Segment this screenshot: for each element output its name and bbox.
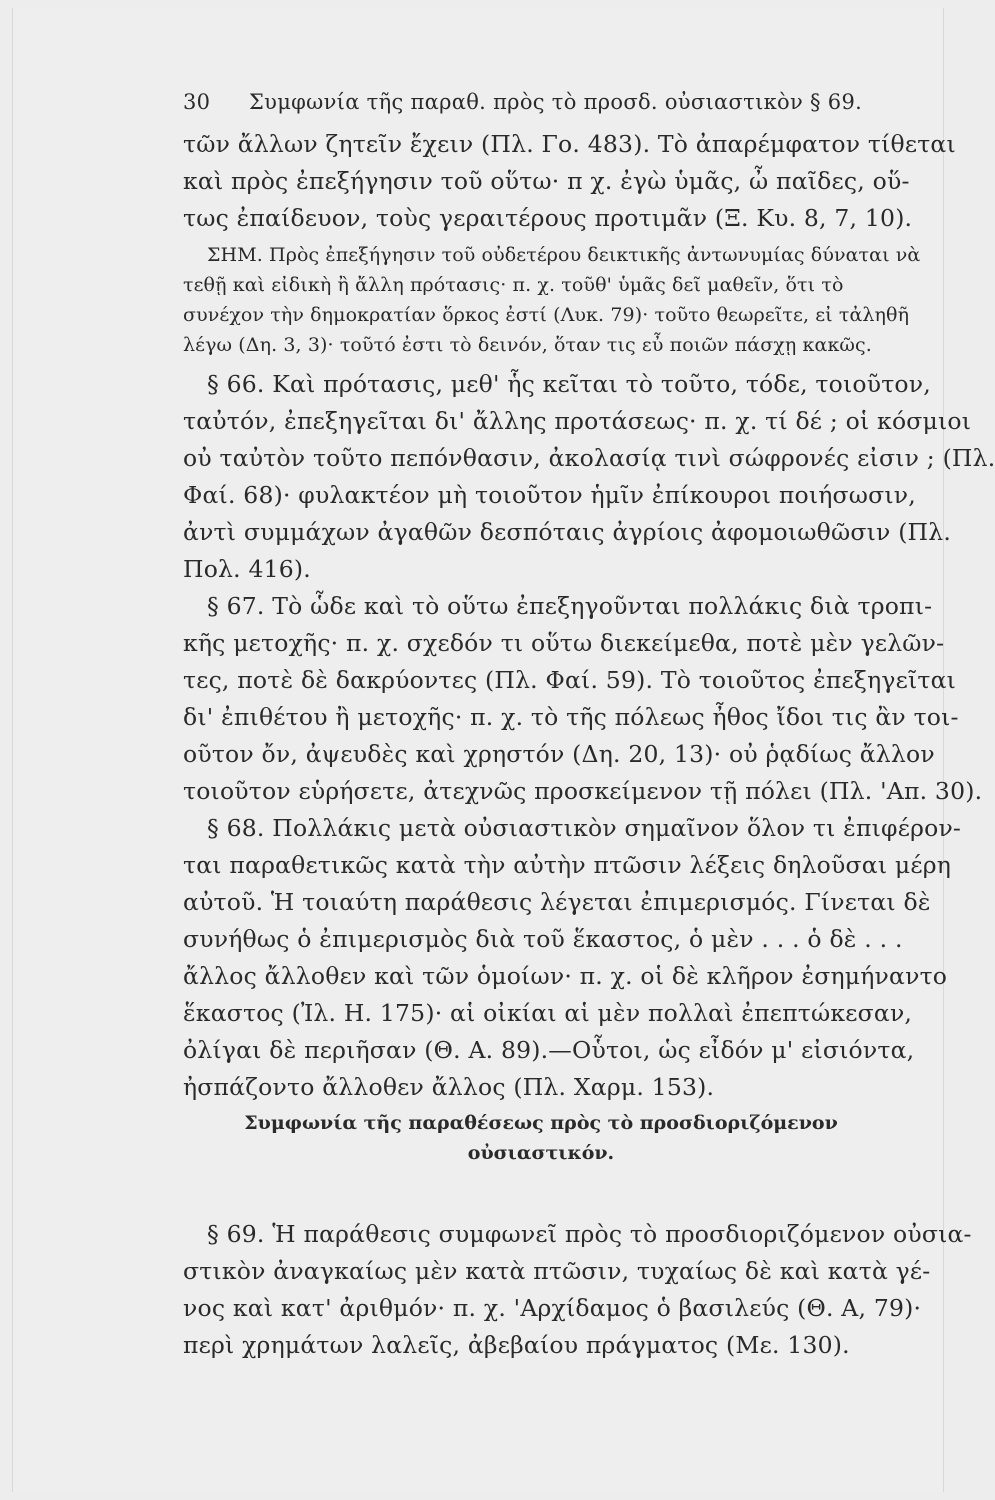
section-67 xyxy=(183,588,983,810)
text-line: νος καὶ κατ' ἀριθμόν· π. χ. 'Αρχίδαμος ὁ βασιλεύς (Θ. Α, 79)· xyxy=(183,1294,922,1322)
text-line: τοιοῦτον εὑρήσετε, ἀτεχνῶς προσκείμενον τῇ πόλει (Πλ. 'Απ. 30). xyxy=(183,777,983,805)
section-title-line: οὐσιαστικόν. xyxy=(467,1142,615,1164)
text-line: τες, ποτὲ δὲ δακρύοντες (Πλ. Φαί. 59). Τὸ τοιοῦτος ἐπεξηγεῖται xyxy=(183,666,957,694)
text-line: ὀλίγαι δὲ περιῆσαν (Θ. Α. 89).—Οὗτοι, ὡς εἶδόν μ' εἰσιόντα, xyxy=(183,1036,915,1064)
text-line: οὐ ταὐτὸν τοῦτο πεπόνθασιν, ἀκολασίᾳ τινὶ σώφρονές εἰσιν ; (Πλ. xyxy=(183,444,995,472)
text-line: § 69. Ἡ παράθεσις συμφωνεῖ πρὸς τὸ προσδιοριζόμενον οὐσια- xyxy=(207,1220,972,1248)
text-line: περὶ χρημάτων λαλεῖς, ἀβεβαίου πράγματος (Με. 130). xyxy=(183,1331,850,1359)
text-line: ἀντὶ συμμάχων ἀγαθῶν δεσπόταις ἀγρίοις ἀφομοιωθῶσιν (Πλ. xyxy=(183,518,952,546)
section-title xyxy=(183,1108,899,1168)
page-number: 30 xyxy=(183,90,211,114)
book-page xyxy=(12,8,995,1492)
intro-paragraph xyxy=(183,126,956,237)
running-title: Συμφωνία τῆς παραθ. πρὸς τὸ προσδ. οὐσιαστικὸν § 69. xyxy=(249,90,863,114)
section-69 xyxy=(183,1216,972,1364)
text-line: § 67. Τὸ ὧδε καὶ τὸ οὕτω ἐπεξηγοῦνται πολλάκις διὰ τροπι- xyxy=(207,592,933,620)
note-paragraph xyxy=(183,240,921,360)
text-line: οῦτον ὄν, ἀψευδὲς καὶ χρηστόν (Δη. 20, 13)· οὐ ῥᾳδίως ἄλλον xyxy=(183,740,935,768)
text-line: § 66. Καὶ πρότασις, μεθ' ἧς κεῖται τὸ τοῦτο, τόδε, τοιοῦτον, xyxy=(207,370,931,398)
text-line: συνήθως ὁ ἐπιμερισμὸς διὰ τοῦ ἕκαστος, ὁ μὲν . . . ὁ δὲ . . . xyxy=(183,925,903,953)
text-line: στικὸν ἀναγκαίως μὲν κατὰ πτῶσιν, τυχαίως δὲ καὶ κατὰ γέ- xyxy=(183,1257,931,1285)
text-line: καὶ πρὸς ἐπεξήγησιν τοῦ οὕτω· π χ. ἐγὼ ὑμᾶς, ὦ παῖδες, οὕ- xyxy=(183,167,910,195)
note-line: ΣΗΜ. Πρὸς ἐπεξήγησιν τοῦ οὐδετέρου δεικτικῆς ἀντωνυμίας δύναται νὰ xyxy=(207,244,921,266)
note-line: λέγω (Δη. 3, 3)· τοῦτό ἐστι τὸ δεινόν, ὅταν τις εὖ ποιῶν πάσχῃ κακῶς. xyxy=(183,334,872,356)
text-line: Πολ. 416). xyxy=(183,555,311,583)
text-line: § 68. Πολλάκις μετὰ οὐσιαστικὸν σημαῖνον ὅλον τι ἐπιφέρον- xyxy=(207,814,962,842)
section-66 xyxy=(183,366,995,588)
text-line: ἄλλος ἄλλοθεν καὶ τῶν ὁμοίων· π. χ. οἱ δὲ κλῆρον ἐσημήναντο xyxy=(183,962,948,990)
text-line: αὐτοῦ. Ἡ τοιαύτη παράθεσις λέγεται ἐπιμερισμός. Γίνεται δὲ xyxy=(183,888,931,916)
note-line: συνέχον τὴν δημοκρατίαν ὅρκος ἐστί (Λυκ. 79)· τοῦτο θεωρεῖτε, εἰ τἀληθῆ xyxy=(183,304,910,326)
text-line: τως ἐπαίδευον, τοὺς γεραιτέρους προτιμᾶν (Ξ. Κυ. 8, 7, 10). xyxy=(183,204,913,232)
section-title-line: Συμφωνία τῆς παραθέσεως πρὸς τὸ προσδιοριζόμενον xyxy=(244,1112,838,1134)
text-line: ται παραθετικῶς κατὰ τὴν αὐτὴν πτῶσιν λέξεις δηλοῦσαι μέρη xyxy=(183,851,952,879)
text-line: τῶν ἄλλων ζητεῖν ἔχειν (Πλ. Γο. 483). Τὸ ἀπαρέμφατον τίθεται xyxy=(183,130,956,158)
text-line: ταὐτόν, ἐπεξηγεῖται δι' ἄλλης προτάσεως· π. χ. τί δέ ; οἱ κόσμιοι xyxy=(183,407,972,435)
text-line: Φαί. 68)· φυλακτέον μὴ τοιοῦτον ἡμῖν ἐπίκουροι ποιήσωσιν, xyxy=(183,481,916,509)
text-line: ἠσπάζοντο ἄλλοθεν ἄλλος (Πλ. Χαρμ. 153). xyxy=(183,1073,715,1101)
text-line: κῆς μετοχῆς· π. χ. σχεδόν τι οὕτω διεκείμεθα, ποτὲ μὲν γελῶν- xyxy=(183,629,945,657)
section-68 xyxy=(183,810,962,1106)
note-line: τεθῇ καὶ εἰδικὴ ἢ ἄλλη πρότασις· π. χ. τοῦθ' ὑμᾶς δεῖ μαθεῖν, ὅτι τὸ xyxy=(183,274,844,296)
text-line: ἕκαστος (Ἰλ. Η. 175)· αἱ οἰκίαι αἱ μὲν πολλαὶ ἐπεπτώκεσαν, xyxy=(183,999,913,1027)
running-header xyxy=(183,90,903,114)
text-line: δι' ἐπιθέτου ἢ μετοχῆς· π. χ. τὸ τῆς πόλεως ἦθος ἴδοι τις ἂν τοι- xyxy=(183,703,959,731)
